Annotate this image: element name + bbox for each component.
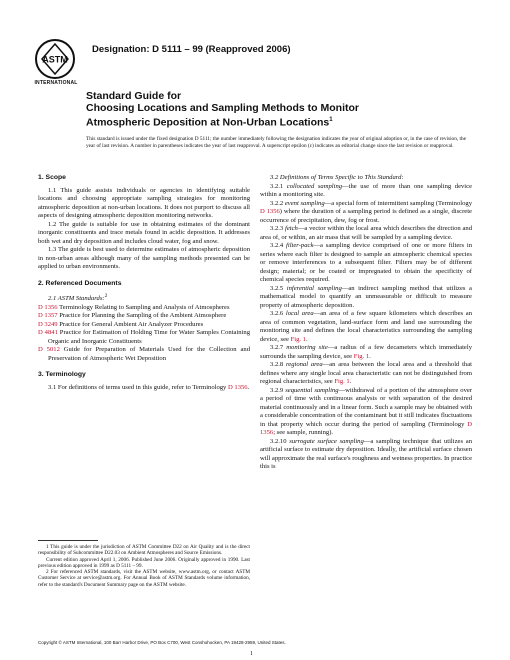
astm-logo — [34, 38, 76, 80]
definition-3-2-1: 3.2.1 collocated sampling—the use of more than one sampling device within a monitoring site. — [260, 182, 472, 198]
svg-text:ASTM: ASTM — [42, 54, 68, 65]
para-2-1: 2.1 ASTM Standards:$^2$ — [48, 293, 108, 303]
reference-link[interactable]: D 1357 — [38, 312, 58, 320]
reference-item: D 1357 Practice for Planning the Sampling of the Ambient Atmosphere — [38, 312, 227, 320]
definitions-list — [260, 183, 472, 472]
reference-link[interactable]: D 1356 — [260, 208, 280, 215]
definition-3-2-4: 3.2.4 filter-pack—a sampling device comprised of one or more filters in series where each filter is designed to sample an atmospheric chemical species or remove interferences to a subsequent filter. Filters may be of different design; material; or be coated or impregnated to obtain the specificity of chemical species required. — [260, 242, 472, 283]
footnote-1: 1 This guide is under the jurisdiction of ASTM Committee D22 on Air Quality and is the direct responsibility of Subcommittee D22.03 on Ambient Atmospheres and Source Emissions. — [38, 544, 250, 557]
right-column — [260, 174, 472, 472]
definition-3-2-2: 3.2.2 event sampling—a special form of intermittent sampling (Terminology D 1356) where the duration of a sampling period is defined as a single, discrete occurrence of precipitation, dew, fog or frost. — [260, 199, 472, 224]
copyright-notice: Copyright © ASTM International, 100 Barr Harbor Drive, PO Box C700, West Conshohocken, PA 19428-2959, United States. — [38, 640, 286, 645]
section-3-heading: 3. Terminology — [38, 371, 86, 379]
title-line-3: Atmospheric Deposition at Non-Urban Locations$^1$ — [86, 116, 333, 129]
para-1-2: 1.2 The guide is suitable for use in obtaining estimates of the dominant inorganic constituents and trace metals found in acidic deposition. It addresses both wet and dry deposition and includes cloud water, fog and snow. — [38, 220, 250, 245]
definition-3-2-8: 3.2.8 regional area—an area between the local area and a threshold that defines where any single local area characteristic can not be distinguished from regional characteristics, see Fig. 1. — [260, 361, 472, 385]
reference-item: D 3249 Practice for General Ambient Air Analyzer Procedures — [38, 320, 204, 328]
definition-3-2-5: 3.2.5 inferential sampling—an indirect sampling method that utilizes a mathematical model to quantify an unmeasurable or difficult to measure property of atmospheric deposition. — [260, 284, 472, 309]
logo-caption: INTERNATIONAL — [34, 80, 78, 86]
designation: Designation: D 5111 – 99 (Reapproved 2006) — [92, 44, 291, 55]
reference-link[interactable]: Fig. 1 — [353, 352, 370, 360]
reference-item: D 5012 Guide for Preparation of Materials Used for the Collection and Preservation of Atmospheric Wet Deposition — [38, 346, 250, 362]
definition-3-2-7: 3.2.7 monitoring site—a radius of a few decameters which immediately surrounds the sampling device, see Fig. 1. — [260, 344, 472, 360]
reference-link[interactable]: Fig. 1 — [334, 378, 350, 385]
footnote-1b: Current edition approved April 1, 2006. Published June 2006. Originally approved in 1990. Last previous edition approved in 1999 as D 5111 – 99. — [38, 556, 250, 569]
section-2-heading: 2. Referenced Documents — [38, 279, 122, 287]
title-footnote-mark: 1 — [329, 117, 333, 123]
footnotes — [38, 544, 250, 588]
reference-link[interactable]: D 4841 — [38, 329, 58, 337]
reference-item: D 4841 Practice for Estimation of Holding Time for Water Samples Containing Organic and Inorganic Constituents — [38, 329, 250, 345]
reference-item: D 1356 Terminology Relating to Sampling and Analysis of Atmospheres — [38, 303, 230, 311]
page-number: 1 — [250, 651, 253, 657]
para-3-1: 3.1 For definitions of terms used in this guide, refer to Terminology D 1356. — [48, 383, 250, 391]
reference-link[interactable]: D 1356 — [38, 303, 58, 311]
reference-link[interactable]: D 1356 — [260, 420, 472, 436]
section-1-heading: 1. Scope — [38, 174, 66, 181]
definition-3-2-3: 3.2.3 fetch—a vector within the local area which describes the direction and area of, or within, an air mass that will be sampled by a sampling device. — [260, 225, 472, 241]
document-title — [86, 90, 466, 129]
para-1-3: 1.3 The guide is best used to determine estimates of atmospheric deposition in non-urban areas although many of the sampling methods presented can be applied to urban environments. — [38, 246, 250, 270]
definition-3-2-9: 3.2.9 sequential sampling—withdrawal of a portion of the atmosphere over a period of time with continuous analysis or with separation of the desired material continuously and in a linear form. Such a sample may be obtained with a considerable concentration of the contaminant but it still indicates fluctuations in that property which occur during the period of sampling (Terminology D 1356; see sample, running). — [260, 386, 472, 436]
reference-list — [38, 304, 250, 364]
reference-link[interactable]: D 5012 — [38, 346, 60, 354]
definition-3-2-10: 3.2.10 surrogate surface sampling—a sampling technique that utilizes an artificial surface to estimate dry deposition. Ideally, the artificial surface chosen will approximate the real surface's roughness and wetness properties. In practice this is — [260, 437, 472, 470]
title-line-2: Choosing Locations and Sampling Methods to Monitor — [86, 102, 359, 114]
reference-link[interactable]: D 3249 — [38, 320, 58, 328]
footnote-rule — [38, 540, 98, 541]
title-line-1: Standard Guide for — [86, 90, 182, 102]
para-3-2: 3.2 Definitions of Terms Specific to This Standard: — [270, 174, 404, 181]
definition-3-2-6: 3.2.6 local area—an area of a few square kilometers which describes an area of common vegetation, land-surface form and land use surrounding the monitoring site and defines the local characteristics surrounding the sampling device, see Fig. 1. — [260, 310, 472, 343]
reference-link[interactable]: Fig. 1 — [290, 335, 306, 343]
footnote-2: 2 For referenced ASTM standards, visit the ASTM website, www.astm.org, or contact ASTM Customer Service at service@astm.org. For Annual Book of ASTM Standards volume information, refer to the standard's Document Summary page on the ASTM website. — [38, 569, 250, 588]
issue-note: This standard is issued under the fixed designation D 5111; the number immediately following the designation indicates the year of original adoption or, in the case of revision, the year of last revision. A number in parentheses indicates the year of last reapproval. A superscript epsilon (ε) indicates an editorial change since the last revision or reapproval. — [86, 136, 466, 149]
reference-link[interactable]: D 1356 — [228, 383, 248, 391]
para-1-1: 1.1 This guide assists individuals or agencies in identifying suitable locations and choosing appropriate sampling strategies for monitoring atmospheric deposition at non-urban locations. It does not purport to discuss all aspects of designing atmospheric deposition monitoring networks. — [38, 186, 250, 219]
left-column — [38, 174, 250, 392]
